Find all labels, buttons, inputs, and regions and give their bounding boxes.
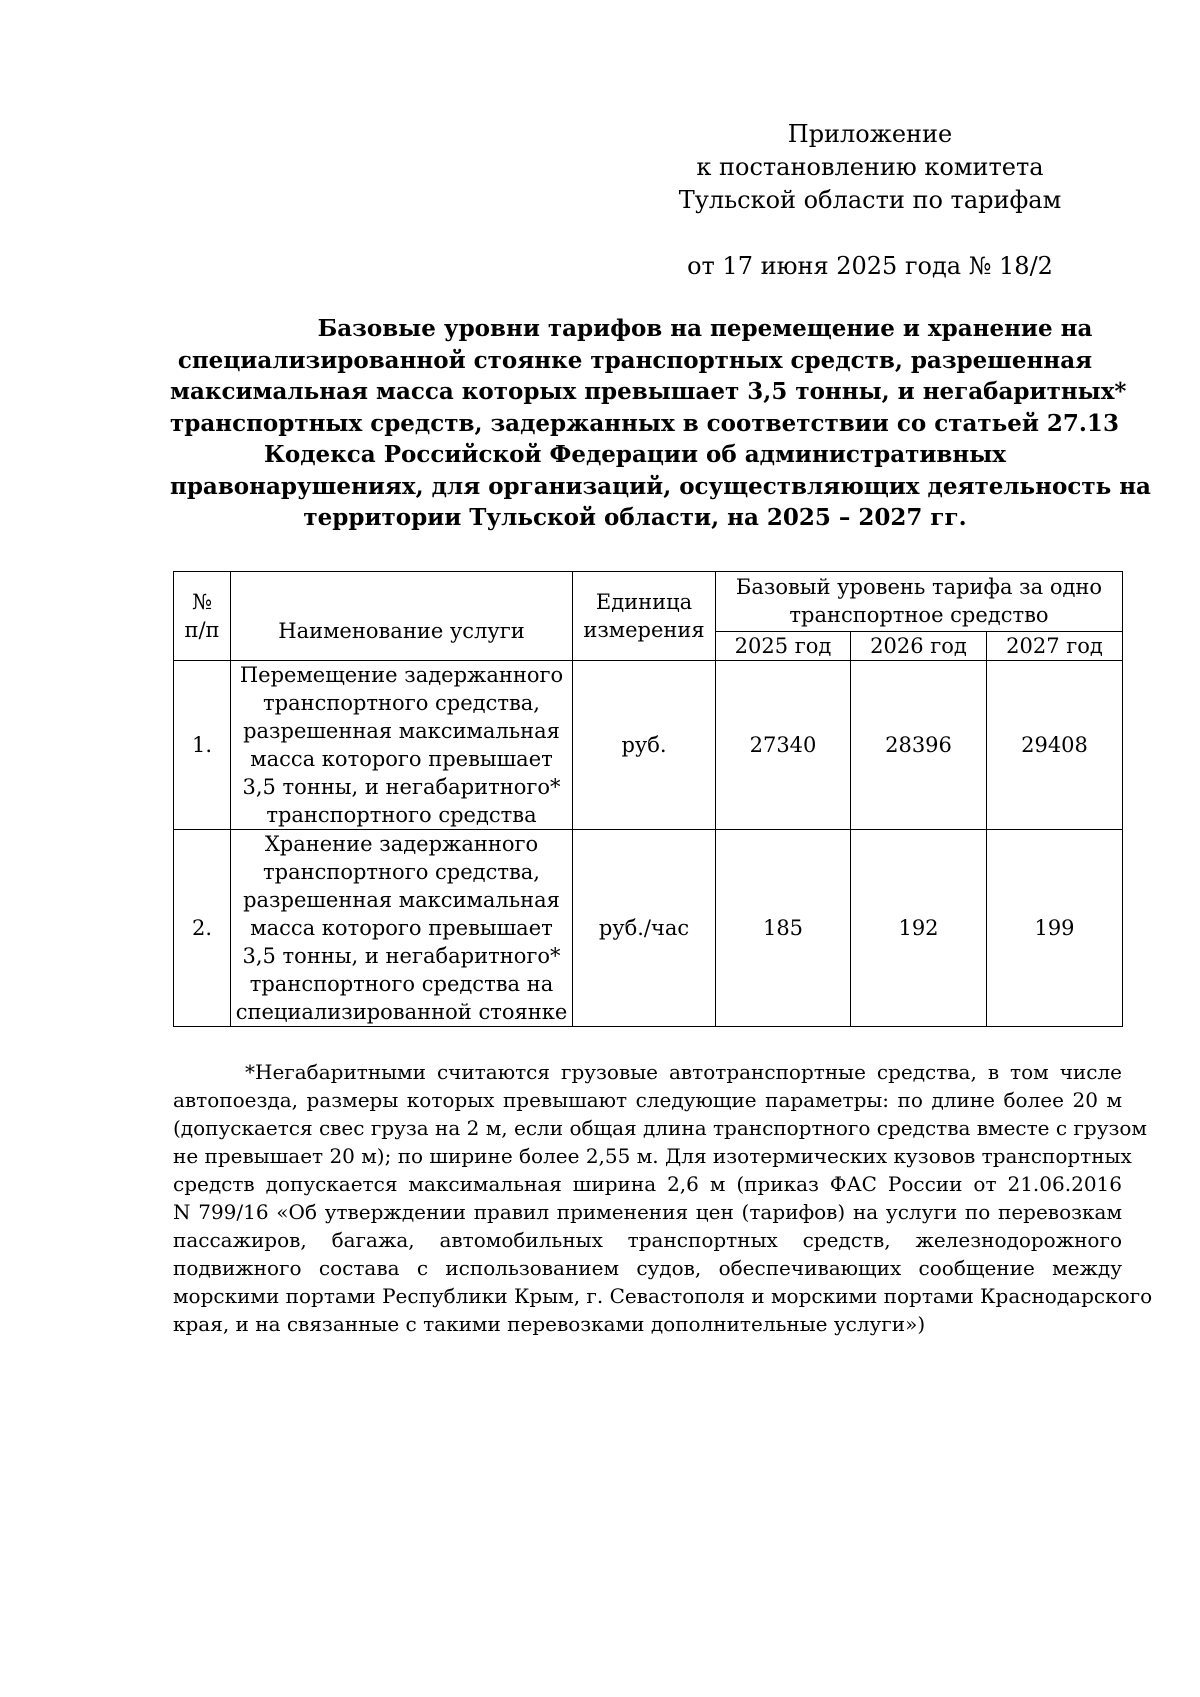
footnote-line: края, и на связанные с такими перевозками дополнительные услуги») — [173, 1312, 926, 1336]
appendix-line: Тульской области по тарифам — [678, 186, 1062, 214]
title-line: правонарушениях, для организаций, осуществляющих деятельность на — [170, 472, 1151, 500]
footnote-line: средств допускается максимальная ширина 2,6 м (приказ ФАС России от 21.06.2016 — [173, 1172, 1122, 1196]
footnote-line: (допускается свес груза на 2 м, если общая длина транспортного средства вместе с грузом — [173, 1116, 1147, 1140]
title-line: максимальная масса которых превышает 3,5 тонны, и негабаритных* — [170, 378, 1127, 405]
header-year: 2027 год — [987, 631, 1123, 660]
header-unit-line: измерения — [583, 618, 705, 642]
tariff-table — [173, 571, 1123, 1027]
table-header-row — [174, 572, 1123, 632]
footnote-line: автопоезда, размеры которых превышают следующие параметры: по длине более 20 м — [173, 1088, 1122, 1112]
header-num-line: п/п — [184, 618, 220, 642]
row-value: 29408 — [987, 661, 1123, 830]
footnote-line: подвижного состава с использованием судов, обеспечивающих сообщение между — [173, 1256, 1122, 1280]
service-line: транспортного средства, — [263, 860, 540, 884]
row-num: 1. — [174, 661, 231, 830]
service-line: Хранение задержанного — [264, 832, 539, 856]
appendix-header — [640, 118, 1100, 217]
footnote-line: морскими портами Республики Крым, г. Севастополя и морскими портами Краснодарского — [173, 1284, 1153, 1308]
service-line: масса которого превышает — [250, 916, 553, 940]
service-line: транспортного средства на — [249, 972, 554, 996]
row-unit: руб./час — [573, 830, 716, 1027]
header-service: Наименование услуги — [231, 572, 573, 661]
title-line: Кодекса Российской Федерации об административных — [263, 441, 1007, 468]
service-line: транспортного средства — [266, 803, 537, 827]
row-value: 192 — [851, 830, 987, 1027]
service-line: Перемещение задержанного — [239, 663, 564, 687]
footnote-line: N 799/16 «Об утверждении правил применения цен (тарифов) на услуги по перевозкам — [173, 1200, 1122, 1224]
header-year: 2026 год — [851, 631, 987, 660]
row-num: 2. — [174, 830, 231, 1027]
row-service — [231, 661, 573, 830]
row-value: 185 — [716, 830, 851, 1027]
header-unit — [573, 572, 716, 661]
table-row — [174, 830, 1123, 1027]
title-line: Базовые уровни тарифов на перемещение и хранение на — [317, 315, 1093, 342]
header-tariff-line: Базовый уровень тарифа за одно — [735, 575, 1103, 600]
footnote — [173, 1058, 1153, 1338]
footnote-line: *Негабаритными считаются грузовые автотранспортные средства, в том числе — [245, 1060, 1122, 1084]
header-unit-line: Единица — [595, 590, 693, 614]
header-tariff-group — [716, 572, 1123, 632]
service-line: транспортного средства, — [263, 691, 540, 715]
row-unit: руб. — [573, 661, 716, 830]
service-line: масса которого превышает — [250, 747, 553, 771]
title-line: транспортных средств, задержанных в соответствии со статьей 27.13 — [170, 409, 1119, 437]
footnote-line: не превышает 20 м); по ширине более 2,55 м. Для изотермических кузовов транспортных — [173, 1144, 1132, 1168]
service-line: специализированной стоянке — [235, 1000, 568, 1024]
header-year: 2025 год — [716, 631, 851, 660]
row-value: 27340 — [716, 661, 851, 830]
appendix-line: Приложение — [787, 120, 953, 148]
service-line: 3,5 тонны, и негабаритного* — [242, 944, 561, 968]
header-num-line: № — [192, 590, 212, 614]
row-value: 28396 — [851, 661, 987, 830]
document-title — [170, 313, 1151, 534]
table-row — [174, 661, 1123, 830]
footnote-line: пассажиров, багажа, автомобильных транспортных средств, железнодорожного — [173, 1228, 1122, 1252]
appendix-line: к постановлению комитета — [696, 153, 1044, 181]
service-line: разрешенная максимальная — [243, 888, 560, 912]
row-service — [231, 830, 573, 1027]
appendix-date: от 17 июня 2025 года № 18/2 — [687, 252, 1053, 280]
service-line: разрешенная максимальная — [243, 719, 560, 743]
row-value: 199 — [987, 830, 1123, 1027]
title-line: территории Тульской области, на 2025 – 2027 гг. — [303, 504, 967, 531]
title-line: специализированной стоянке транспортных средств, разрешенная — [177, 346, 1093, 374]
header-num — [174, 572, 231, 661]
service-line: 3,5 тонны, и негабаритного* — [242, 775, 561, 799]
header-tariff-line: транспортное средство — [789, 603, 1049, 628]
